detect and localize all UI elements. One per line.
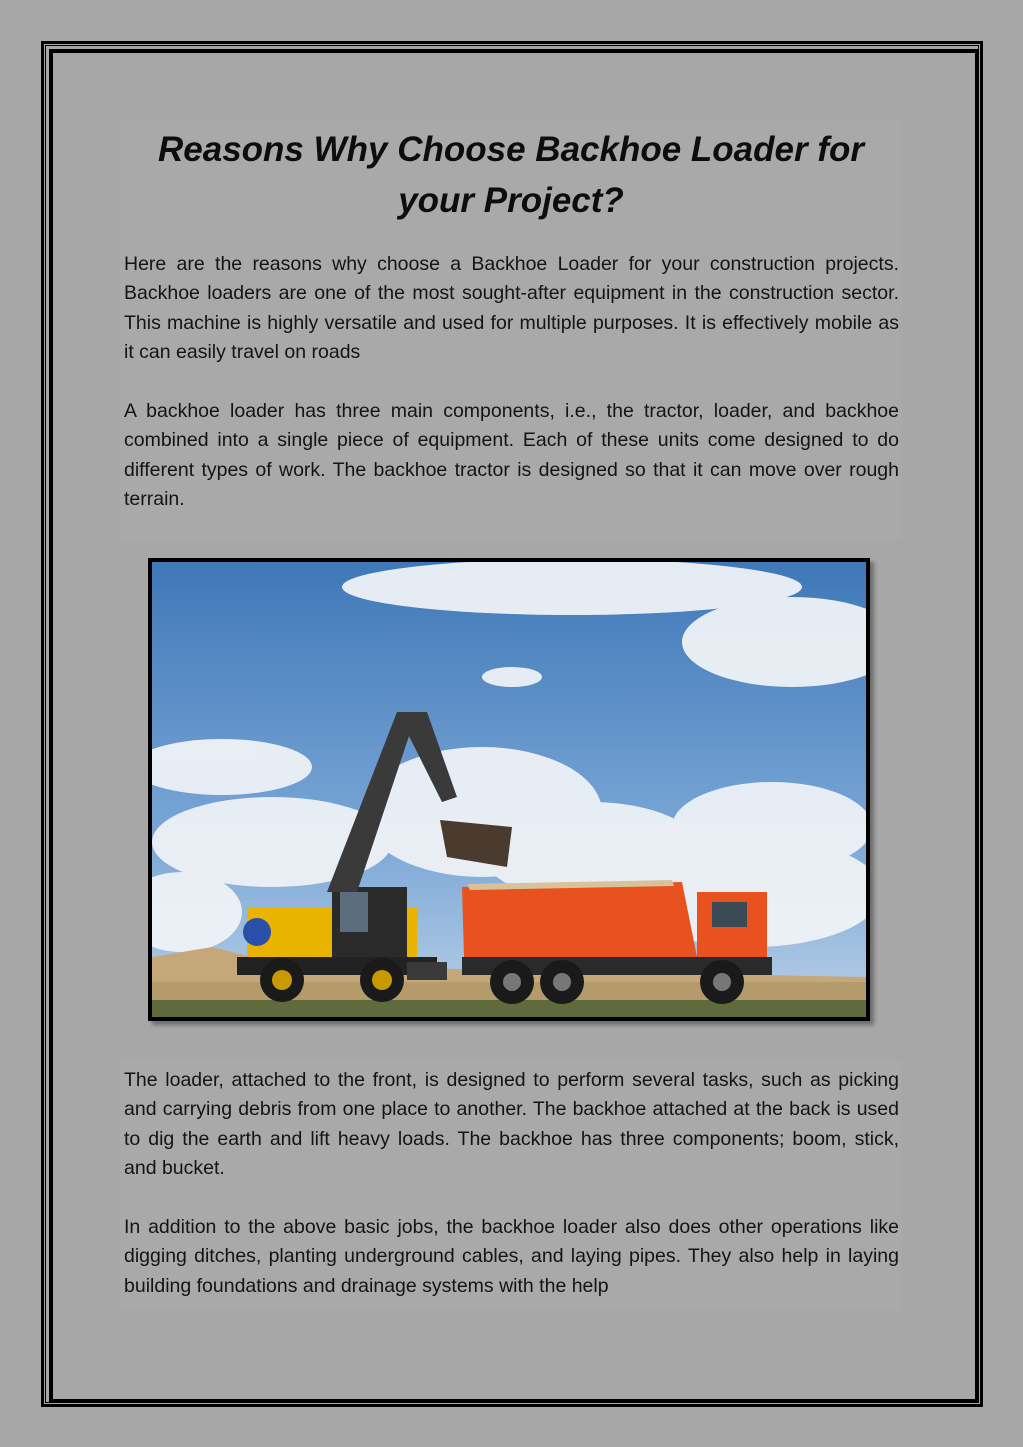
paragraph-intro: Here are the reasons why choose a Backhoe Loader for your construction projects. Backhoe loaders are one of the most sought-after equipment in the construction sector. This machine is highly versatile and used for multiple purposes. It is effectively mobile as it can easily travel on roads	[124, 253, 899, 364]
paragraph-components: A backhoe loader has three main components, i.e., the tractor, loader, and backhoe combined into a single piece of equipment. Each of these units come designed to do different types of work. The backhoe tractor is designed so that it can move over rough terrain.	[124, 400, 899, 511]
excavator-truck-photo	[148, 558, 870, 1021]
paragraph-operations: In addition to the above basic jobs, the backhoe loader also does other operations like digging ditches, planting underground cables, and laying pipes. They also help in laying building foundations and drainage systems with the help	[124, 1216, 899, 1297]
document-title: Reasons Why Choose Backhoe Loader for your Project?	[158, 130, 864, 220]
paragraph-loader: The loader, attached to the front, is designed to perform several tasks, such as picking and carrying debris from one place to another. The backhoe attached at the back is used to dig the earth and lift heavy loads. The backhoe has three components; boom, stick, and bucket.	[124, 1069, 899, 1180]
